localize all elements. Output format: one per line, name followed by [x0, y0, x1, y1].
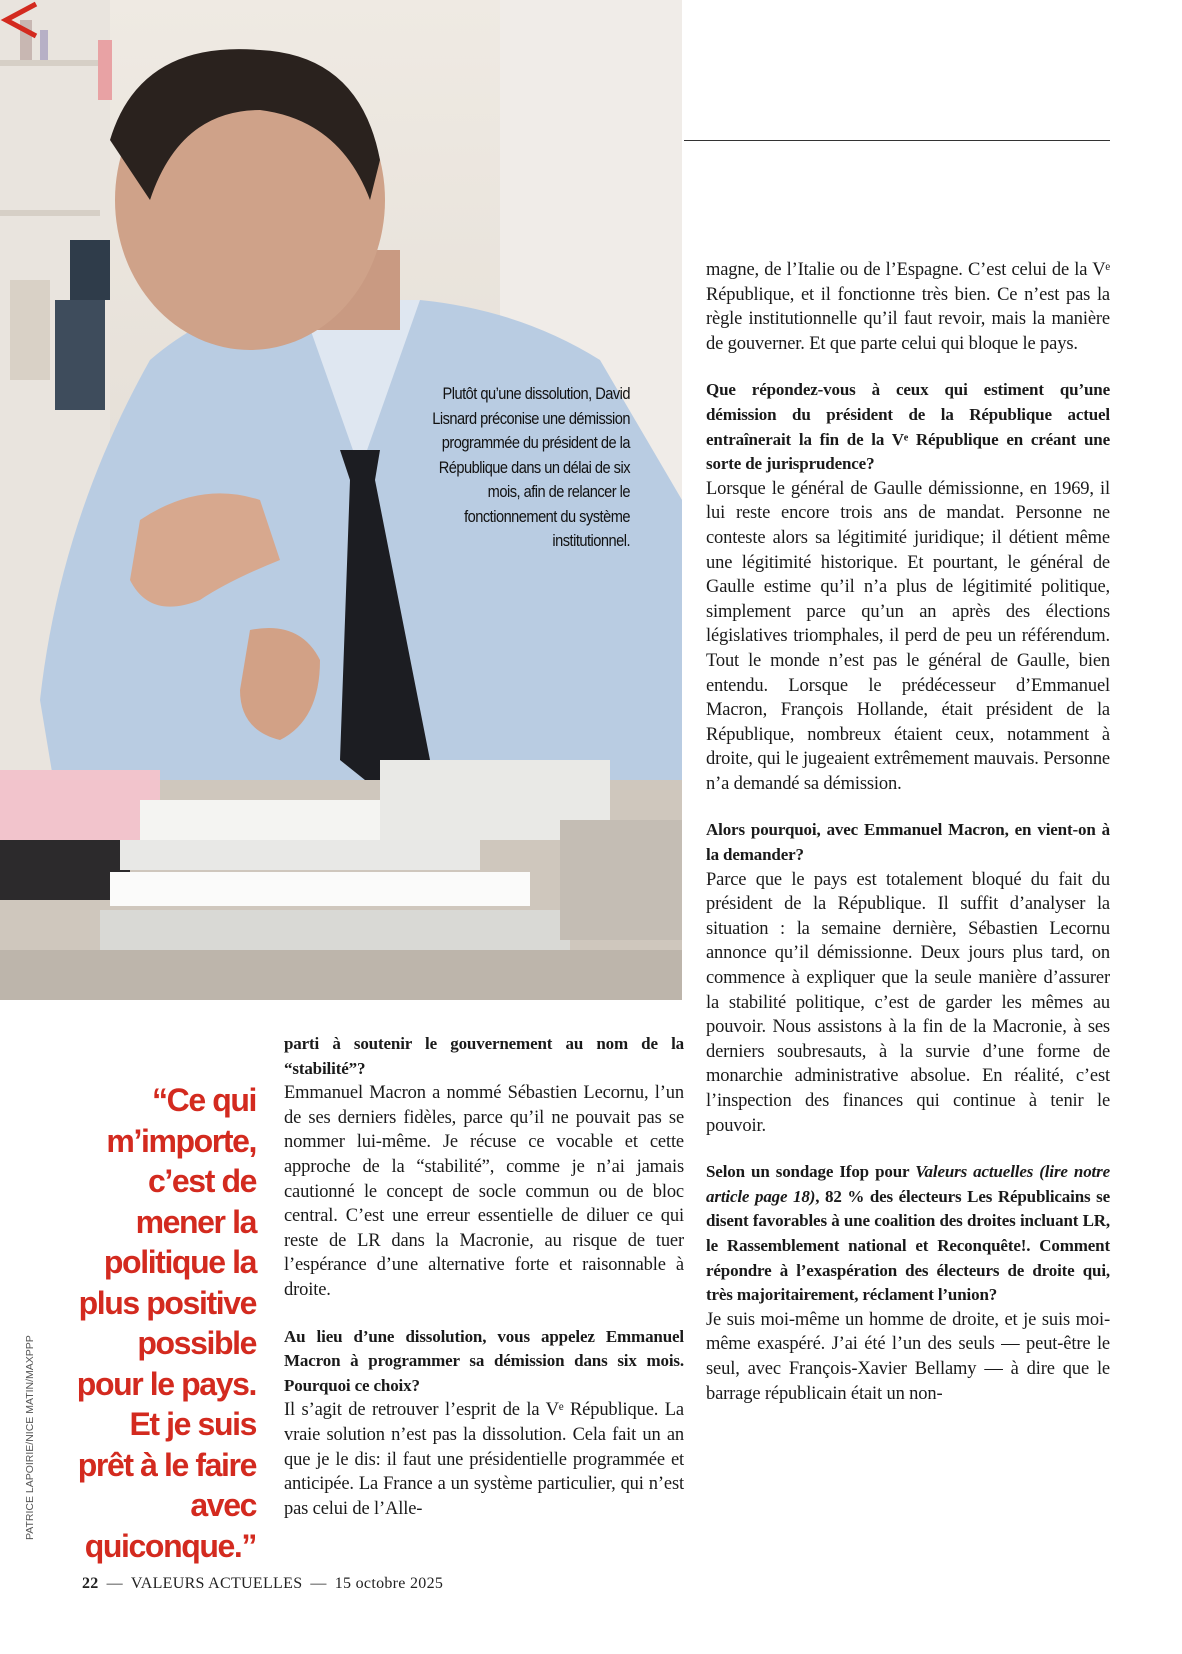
footer-separator: — — [106, 1575, 123, 1592]
page-footer — [82, 1575, 443, 1593]
answer-text: magne, de l’Italie ou de l’Espagne. C’est celui de la Vᵉ République, et il fonctionne très bien. Ce n’est pas la règle institutionnelle qu’il faut revoir, mais la manière de gouverner. Et que parte celui qui bloque le pays. — [706, 260, 1110, 354]
article-column-right — [706, 258, 1110, 1406]
article-photo — [0, 0, 682, 1000]
footer-separator: — — [310, 1575, 327, 1592]
magazine-reference: Valeurs actuelles (lire notre article page 18) — [706, 1162, 1110, 1206]
answer-text: Il s’agit de retrouver l’esprit de la Vᵉ République. La vraie solution n’est pas la dissolution. Cela fait un an que je le dis: il faut une présidentielle programmée et anticipée. La France a un système particulier, qui n’est pas celui de l’Alle- — [284, 1400, 684, 1519]
question-text — [706, 1160, 1110, 1308]
question-text: Que répondez-vous à ceux qui estiment qu’une démission du président de la République actuel entraînerait la fin de la Vᵉ République en créant une sorte de jurisprudence? — [706, 380, 1110, 474]
question-text: Alors pourquoi, avec Emmanuel Macron, en vient-on à la demander? — [706, 820, 1110, 865]
question-text-part: Selon un sondage Ifop pour — [706, 1162, 916, 1182]
article-column-left — [284, 1032, 684, 1521]
question-text-part: , 82 % des électeurs Les Républicains se disent favorables à une coalition des droites incluant LR, le Rassemblement national et Reconquête!. Comment répondre à l’exaspération des électeurs de droite qui, très majoritairement, réclament l’union? — [706, 1186, 1111, 1305]
pull-quote: “Ce qui m’importe, c’est de mener la politique la plus positive possible pour le pays. Et je suis prêt à le faire avec quiconque.” — [76, 1082, 256, 1564]
answer-text: Je suis moi-même un homme de droite, et je suis moi-même exaspéré. J’ai été l’un des seuls — peut-être le seul, avec François-Xavier Bellamy — à dire que le barrage républicain était un non- — [706, 1309, 1110, 1404]
page-number: 22 — [82, 1575, 99, 1592]
caption-arrow-icon — [0, 0, 40, 40]
top-rule — [684, 140, 1110, 141]
issue-date: 15 octobre 2025 — [334, 1575, 444, 1592]
photo-caption: Plutôt qu’une dissolution, David Lisnard préconise une démission programmée du président de la République dans un délai de six mois, afin de relancer le fonctionnement du système institutionnel. — [432, 384, 630, 550]
answer-text: Parce que le pays est totalement bloqué du fait du président de la République. Il suffit d’analyser la situation : la semaine dernière, Sébastien Lecornu annonce qu’il démissionne. Deux jours plus tard, on commence à expliquer que la seule manière d’assurer la stabilité politique, c’est de garder les mêmes au pouvoir. Nous assistons à la fin de la Macronie, à ses derniers soubresauts, à la survie d’une forme de monarchie administrative absolue. En réalité, c’est l’inspection des finances qui continue à tenir le pouvoir. — [706, 869, 1110, 1136]
question-text: parti à soutenir le gouvernement au nom de la “stabilité”? — [284, 1034, 684, 1078]
magazine-name: VALEURS ACTUELLES — [130, 1575, 303, 1592]
answer-text: Lorsque le général de Gaulle démissionne, en 1969, il lui reste encore trois ans de mandat. Personne ne conteste alors sa légitimité juridique; il détient même une légitimité historique. Et pourtant, le général de Gaulle estime qu’il n’a plus de légitimité politique, simplement parce qu’un an après des élections législatives triomphales, il perd de peu un référendum. Tout le monde n’est pas le général de Gaulle, bien entendu. Lorsque le prédécesseur d’Emmanuel Macron, François Hollande, était président de la République, nombreux étaient ceux, notamment à droite, qui le jugeaient extrêmement mauvais. Personne n’a demandé sa démission. — [706, 478, 1110, 794]
photo-credit: PATRICE LAPOIRIE/NICE MATIN/MAXPPP — [24, 1335, 36, 1540]
question-text: Au lieu d’une dissolution, vous appelez Emmanuel Macron à programmer sa démission dans six mois. Pourquoi ce choix? — [284, 1326, 684, 1395]
answer-text: Emmanuel Macron a nommé Sébastien Lecornu, l’un de ses derniers fidèles, parce qu’il ne pouvait pas se nommer lui-même. Je récuse ce vocable et cette approche de la “stabilité”, comme je n’ai jamais cautionné le concept de socle commun ou de bloc central. C’est une erreur essentielle de diluer ce qui reste de LR dans la Macronie, au risque de tuer l’espérance d’une alternative forte et raisonnable à droite. — [284, 1083, 684, 1300]
